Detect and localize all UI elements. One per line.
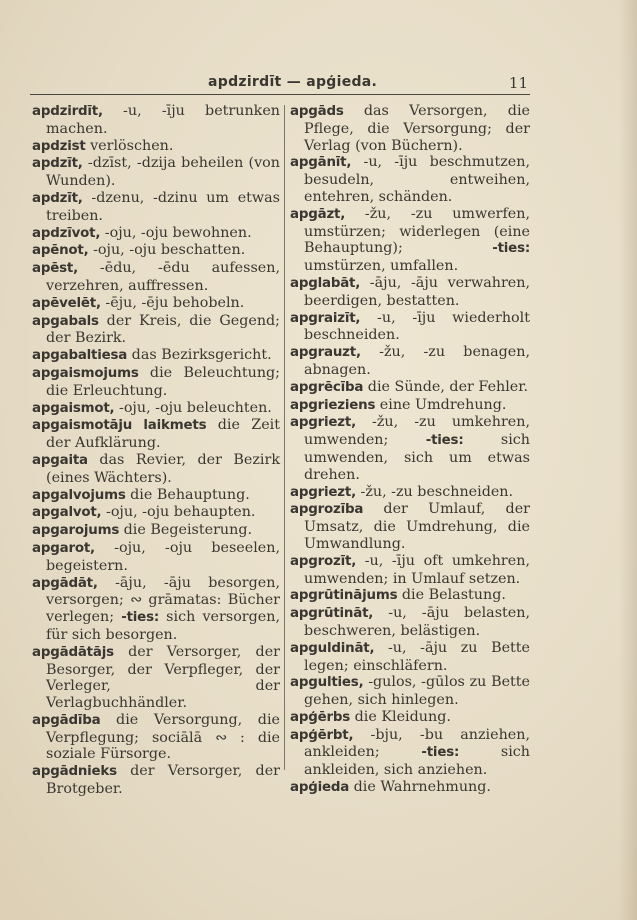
entry-headword: apdzīt, <box>32 156 83 172</box>
dictionary-entry <box>290 709 530 727</box>
entry-headword: apgalvojums <box>32 487 126 503</box>
entry-definition: -žu, -zu umkehren, umwenden; <box>304 414 530 449</box>
entry-definition: der Umlauf, der Umsatz, die Umdrehung, die Umwandlung. <box>304 501 530 552</box>
dictionary-entry <box>32 452 280 487</box>
entry-headword: apglabāt, <box>290 275 361 291</box>
entry-definition: das Versorgen, die Pflege, die Versorgung; der Verlag (von Büchern). <box>304 103 530 154</box>
dictionary-entry <box>32 540 280 575</box>
entry-definition: der Kreis, die Gegend; der Bezirk. <box>46 312 280 347</box>
entry-headword: apgaismot, <box>32 400 115 416</box>
dictionary-entry <box>32 763 280 798</box>
entry-headword: apgānīt, <box>290 155 352 171</box>
dictionary-entry <box>290 587 530 605</box>
entry-definition: der Versorger, der Besorger, der Verpfleger, der Verleger, der Verlagbuchhändler. <box>46 643 280 712</box>
page-number: 11 <box>508 74 528 92</box>
entry-headword: apgriezt, <box>290 415 356 431</box>
page-edge-shadow <box>619 0 637 920</box>
entry-definition: -ēju, -ēju behobeln. <box>100 294 245 311</box>
running-head-title: apdzirdīt — apģieda. <box>208 74 378 90</box>
entry-definition-continued: sich ankleiden, sich anziehen. <box>304 744 530 779</box>
entry-headword: apēnot, <box>32 243 89 259</box>
dictionary-entry <box>32 487 280 505</box>
left-column <box>32 103 280 798</box>
right-column <box>290 103 530 797</box>
dictionary-entry <box>32 138 280 156</box>
entry-definition: die Wahrnehmung. <box>349 779 491 796</box>
entry-headword: apgādība <box>32 712 101 728</box>
entry-definition: -oju, -oju bewohnen. <box>100 224 252 241</box>
entry-headword: apģieda <box>290 780 350 796</box>
entry-definition: die Belastung. <box>397 587 506 604</box>
entry-definition: -dzīst, -dzija beheilen (von Wunden). <box>46 155 280 190</box>
entry-definition: die Zeit der Aufklärung. <box>46 417 280 452</box>
dictionary-entry <box>290 640 530 675</box>
dictionary-entry <box>32 365 280 400</box>
dictionary-entry <box>290 379 530 397</box>
dictionary-entry <box>32 242 280 260</box>
entry-definition: eine Umdrehung. <box>375 396 507 413</box>
entry-headword: apgādātājs <box>32 644 114 660</box>
dictionary-entry <box>290 779 530 797</box>
entry-definition-continued: sich versorgen, für sich besorgen. <box>46 609 281 643</box>
entry-headword: apēst, <box>32 261 78 277</box>
entry-headword: apgādāt, <box>32 575 98 591</box>
entry-definition: -u, -īju wiederholt beschneiden. <box>304 309 530 344</box>
entry-definition: -žu, -zu umwerfen, umstürzen; widerlegen (eine Behauptung); <box>304 205 530 257</box>
entry-reflexive-form: -ties: <box>425 433 464 449</box>
dictionary-entry <box>32 504 280 522</box>
entry-definition: -oju, -oju beschatten. <box>88 242 246 259</box>
dictionary-entry <box>290 103 530 154</box>
entry-headword: apgabals <box>32 313 99 329</box>
entry-definition: die Behauptung. <box>125 486 250 503</box>
entry-definition: -āju, -āju verwahren, beerdigen, bestatten. <box>304 274 530 309</box>
entry-headword: apgulties, <box>290 675 364 691</box>
entry-headword: apgriezt, <box>290 484 356 500</box>
dictionary-entry <box>290 605 530 640</box>
dictionary-entry <box>32 295 280 313</box>
entry-headword: apgrozība <box>290 502 364 518</box>
dictionary-entry <box>32 522 280 540</box>
dictionary-entry <box>290 206 530 275</box>
entry-headword: apēvelēt, <box>32 295 101 311</box>
dictionary-entry <box>32 712 280 763</box>
entry-definition: die Versorgung, die Verpflegung; sociālā ∾ : die soziale Fürsorge. <box>46 711 280 763</box>
entry-definition: -āju, -āju besorgen, versorgen; ∾ grāmatas: Bücher verlegen; <box>46 574 280 626</box>
entry-headword: apgrūtināt, <box>290 606 374 622</box>
entry-definition: -u, -āju belasten, beschweren, belästigen. <box>304 605 530 639</box>
entry-headword: apdzīvot, <box>32 225 101 241</box>
entry-headword: apgarot, <box>32 540 95 556</box>
entry-definition: -u, -āju zu Bette legen; einschläfern. <box>304 639 530 674</box>
entry-definition: -gulos, -gūlos zu Bette gehen, sich hinlegen. <box>304 674 530 709</box>
entry-headword: apguldināt, <box>290 640 375 656</box>
entry-definition: der Versorger, der Brotgeber. <box>46 763 280 798</box>
entry-headword: apgarojums <box>32 523 120 539</box>
entry-headword: apgabaltiesa <box>32 348 128 364</box>
entry-headword: apgrieziens <box>290 397 376 413</box>
dictionary-entry <box>32 103 280 138</box>
dictionary-entry <box>32 347 280 365</box>
dictionary-entry <box>32 417 280 452</box>
entry-definition: die Sünde, der Fehler. <box>363 378 529 395</box>
entry-headword: apdzīt, <box>32 190 83 206</box>
entry-headword: apgrēcība <box>290 379 364 395</box>
entry-definition: -žu, -zu beschneiden. <box>355 483 514 500</box>
entry-headword: apgāzt, <box>290 206 346 222</box>
entry-reflexive-form: -ties: <box>492 241 530 257</box>
entry-definition: die Kleidung. <box>350 708 451 725</box>
dictionary-entry <box>290 275 530 310</box>
dictionary-entry <box>32 190 280 225</box>
entry-definition: verlöschen. <box>85 137 174 154</box>
entry-definition: -žu, -zu benagen, abnagen. <box>304 344 530 378</box>
entry-definition: -ēdu, -ēdu aufessen, verzehren, auffressen. <box>46 260 280 294</box>
entry-definition: -u, -īju oft umkehren, umwenden; in Umlauf setzen. <box>304 552 530 587</box>
entry-definition: das Bezirksgericht. <box>127 347 272 364</box>
dictionary-entry <box>290 674 530 709</box>
dictionary-entry <box>290 414 530 483</box>
entry-headword: apdzirdīt, <box>32 104 103 119</box>
dictionary-entry <box>290 344 530 379</box>
entry-definition: -oju, -oju beseelen, begeistern. <box>46 539 280 574</box>
dictionary-entry <box>290 727 530 779</box>
dictionary-entry <box>290 310 530 345</box>
entry-definition: -dzenu, -dzinu um etwas treiben. <box>46 189 280 224</box>
entry-headword: apģērbs <box>290 709 351 725</box>
entry-definition: das Revier, der Bezirk (eines Wächters). <box>46 451 280 486</box>
dictionary-entry <box>290 553 530 588</box>
entry-definition: -oju, -oju beleuchten. <box>114 399 272 416</box>
entry-definition: -u, -īju betrunken machen. <box>46 103 280 137</box>
column-divider <box>284 105 285 770</box>
entry-headword: apgalvot, <box>32 505 102 521</box>
dictionary-entry <box>32 400 280 418</box>
entry-headword: apgāds <box>290 104 344 119</box>
dictionary-entry <box>32 225 280 243</box>
entry-headword: apgaita <box>32 452 88 468</box>
entry-definition: -oju, -oju behaupten. <box>101 504 256 521</box>
entry-headword: apgaismotāju laikmets <box>32 418 207 434</box>
dictionary-entry <box>290 484 530 502</box>
entry-definition-continued: umstürzen, umfallen. <box>304 258 459 275</box>
dictionary-entry <box>32 313 280 348</box>
entry-headword: apdzist <box>32 138 86 154</box>
dictionary-entry <box>290 154 530 205</box>
running-head <box>30 70 530 95</box>
dictionary-entry <box>32 260 280 295</box>
dictionary-entry <box>32 575 280 644</box>
entry-definition-continued: sich umwenden, sich um etwas drehen. <box>304 432 531 483</box>
dictionary-entry <box>290 501 530 552</box>
entry-definition: -u, -īju beschmutzen, besudeln, entweihen, entehren, schänden. <box>304 154 530 205</box>
dictionary-entry <box>32 644 280 712</box>
entry-headword: apgrauzt, <box>290 345 361 361</box>
dictionary-entry <box>32 155 280 190</box>
entry-definition: die Begeisterung. <box>119 522 253 539</box>
entry-headword: apgaismojums <box>32 365 139 381</box>
entry-definition: die Beleuchtung; die Erleuchtung. <box>46 364 280 399</box>
entry-headword: apgraizīt, <box>290 310 361 326</box>
entry-headword: apgrozīt, <box>290 553 357 569</box>
dictionary-entry <box>290 397 530 415</box>
entry-reflexive-form: -ties: <box>121 610 159 626</box>
entry-headword: apģērbt, <box>290 727 354 743</box>
entry-headword: apgrūtinājums <box>290 588 398 604</box>
entry-definition: -bju, -bu anziehen, ankleiden; <box>304 726 530 761</box>
entry-reflexive-form: -ties: <box>421 745 460 761</box>
entry-headword: apgādnieks <box>32 764 117 780</box>
